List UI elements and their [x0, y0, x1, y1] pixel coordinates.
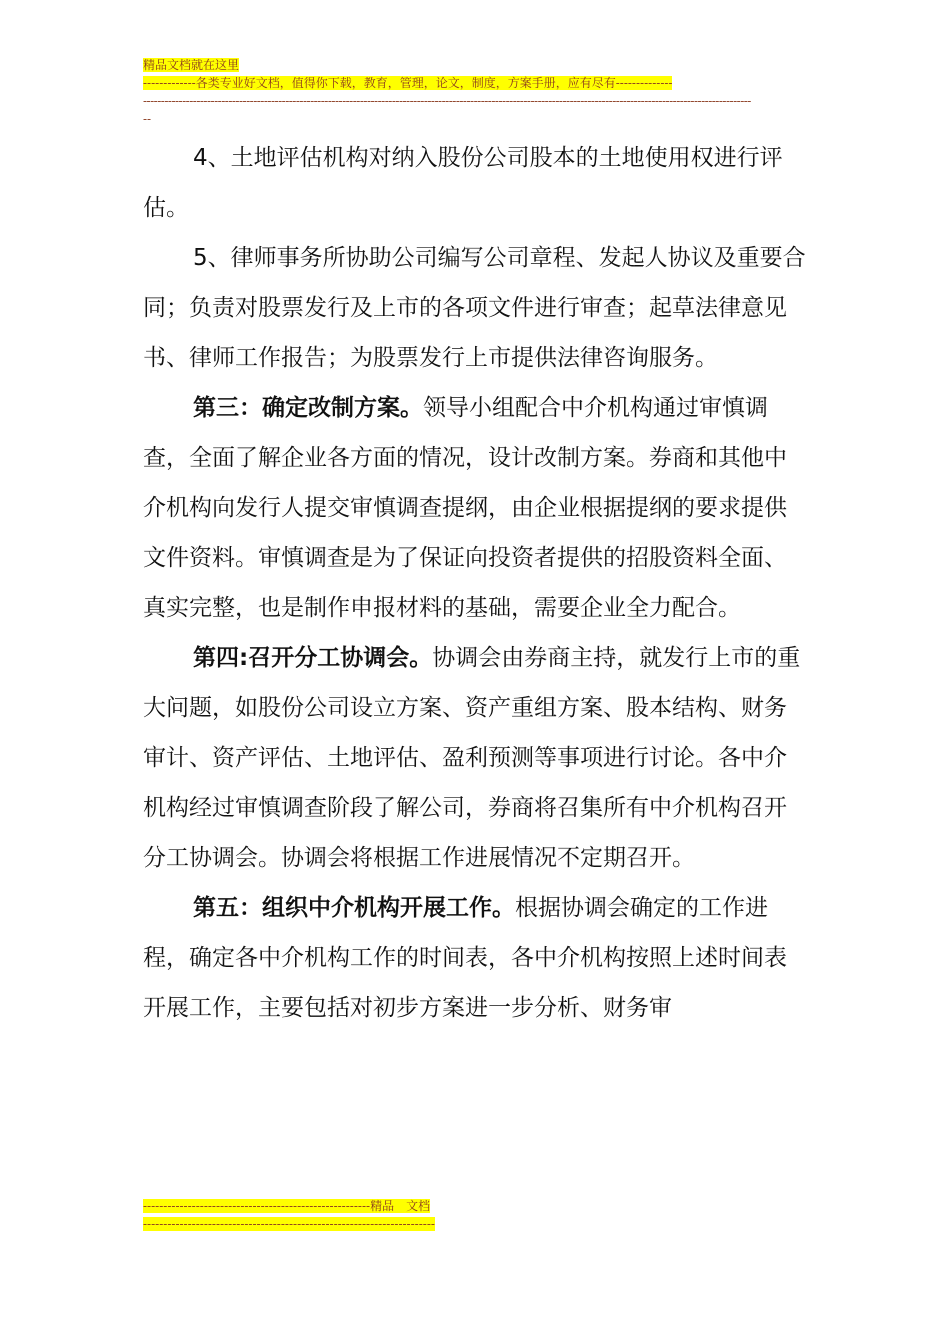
footer-line-1: [143, 1198, 430, 1214]
header-divider-end: --: [143, 112, 152, 126]
step-4-heading: 第四:召开分工协调会。: [193, 645, 433, 671]
header-line-4: [143, 111, 151, 127]
paragraph-step-4: 第四:召开分工协调会。协调会由券商主持，就发行上市的重大问题，如股份公司设立方案、资产重组方案、股本结构、财务审计、资产评估、土地评估、盈利预测等事项进行讨论。各中介机构经过审慎调查阶段了解公司，券商将召集所有中介机构召开分工协调会。协调会将根据工作进展情况不定期召开。: [143, 645, 801, 871]
header-divider: ---------------------------------------------------------------------------------------------------------------------------------------------------------------------------: [143, 94, 751, 108]
paragraph-step-5: 第五：组织中介机构开展工作。根据协调会确定的工作进程，确定各中介机构工作的时间表，各中介机构按照上述时间表开展工作，主要包括对初步方案进一步分析、财务审: [143, 895, 787, 1021]
paragraph-item-5: 5、律师事务所协助公司编写公司章程、发起人协议及重要合同；负责对股票发行及上市的各项文件进行审查；起草法律意见书、律师工作报告；为股票发行上市提供法律咨询服务。: [143, 245, 806, 371]
header-line-2: [143, 75, 672, 91]
header-title: 精品文档就在这里: [143, 58, 240, 72]
footer-line-2: [143, 1216, 435, 1232]
header-line-3: [143, 93, 805, 109]
paragraph-item-4: 4、土地评估机构对纳入股份公司股本的土地使用权进行评估。: [143, 145, 783, 221]
paragraph-step-3: 第三：确定改制方案。领导小组配合中介机构通过审慎调查，全面了解企业各方面的情况，设计改制方案。券商和其他中介机构向发行人提交审慎调查提纲，由企业根据提纲的要求提供文件资料。审慎调查是为了保证向投资者提供的招股资料全面、真实完整，也是制作申报材料的基础，需要企业全力配合。: [143, 395, 787, 621]
step-5-heading: 第五：组织中介机构开展工作。: [193, 895, 515, 921]
header-line-1: [143, 57, 239, 73]
footer-label: --------------------------------------------------------精品 文档: [143, 1199, 431, 1213]
footer-divider: ------------------------------------------------------------------------: [143, 1217, 435, 1231]
document-body: [143, 133, 809, 1033]
step-3-heading: 第三：确定改制方案。: [193, 395, 423, 421]
header-slogan: -------------各类专业好文档，值得你下载，教育，管理，论文，制度，方案手册，应有尽有--------------: [143, 76, 673, 90]
